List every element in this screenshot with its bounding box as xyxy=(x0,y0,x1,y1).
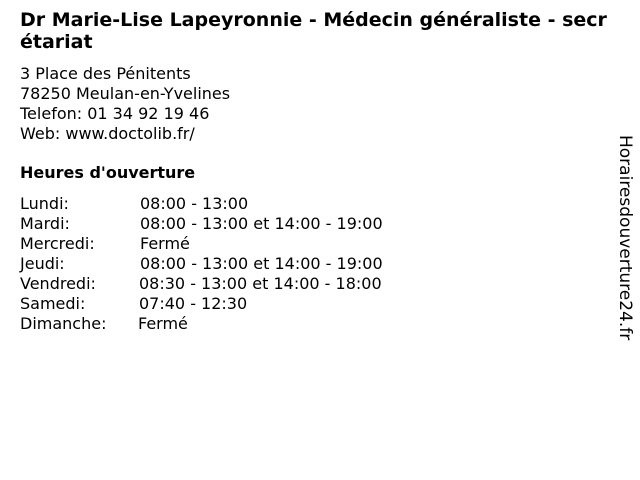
day-label: Samedi: xyxy=(20,294,86,313)
phone-number: Telefon: 01 34 92 19 46 xyxy=(20,104,210,123)
day-hours: 07:40 - 12:30 xyxy=(139,294,248,313)
day-label: Mardi: xyxy=(20,214,70,233)
address-block xyxy=(20,64,230,144)
site-brand-vertical: Horairesdouverture24.fr xyxy=(615,135,635,341)
street-address: 3 Place des Pénitents xyxy=(20,64,191,83)
day-label: Mercredi: xyxy=(20,234,95,253)
day-label: Vendredi: xyxy=(20,274,96,293)
day-hours: Fermé xyxy=(138,314,188,333)
day-hours: 08:00 - 13:00 et 14:00 - 19:00 xyxy=(140,254,383,273)
day-label: Lundi: xyxy=(20,194,69,213)
day-label: Jeudi: xyxy=(20,254,65,273)
day-hours: 08:00 - 13:00 xyxy=(140,194,249,213)
day-hours: 08:30 - 13:00 et 14:00 - 18:00 xyxy=(139,274,382,293)
day-hours: Fermé xyxy=(140,234,190,253)
day-label: Dimanche: xyxy=(20,314,107,333)
city-address: 78250 Meulan-en-Yvelines xyxy=(20,84,231,103)
page-title: Dr Marie-Lise Lapeyronnie - Médecin généraliste - secrétariat xyxy=(20,9,607,53)
opening-hours-heading: Heures d'ouverture xyxy=(20,163,196,182)
day-hours: 08:00 - 13:00 et 14:00 - 19:00 xyxy=(140,214,383,233)
website: Web: www.doctolib.fr/ xyxy=(20,124,195,143)
